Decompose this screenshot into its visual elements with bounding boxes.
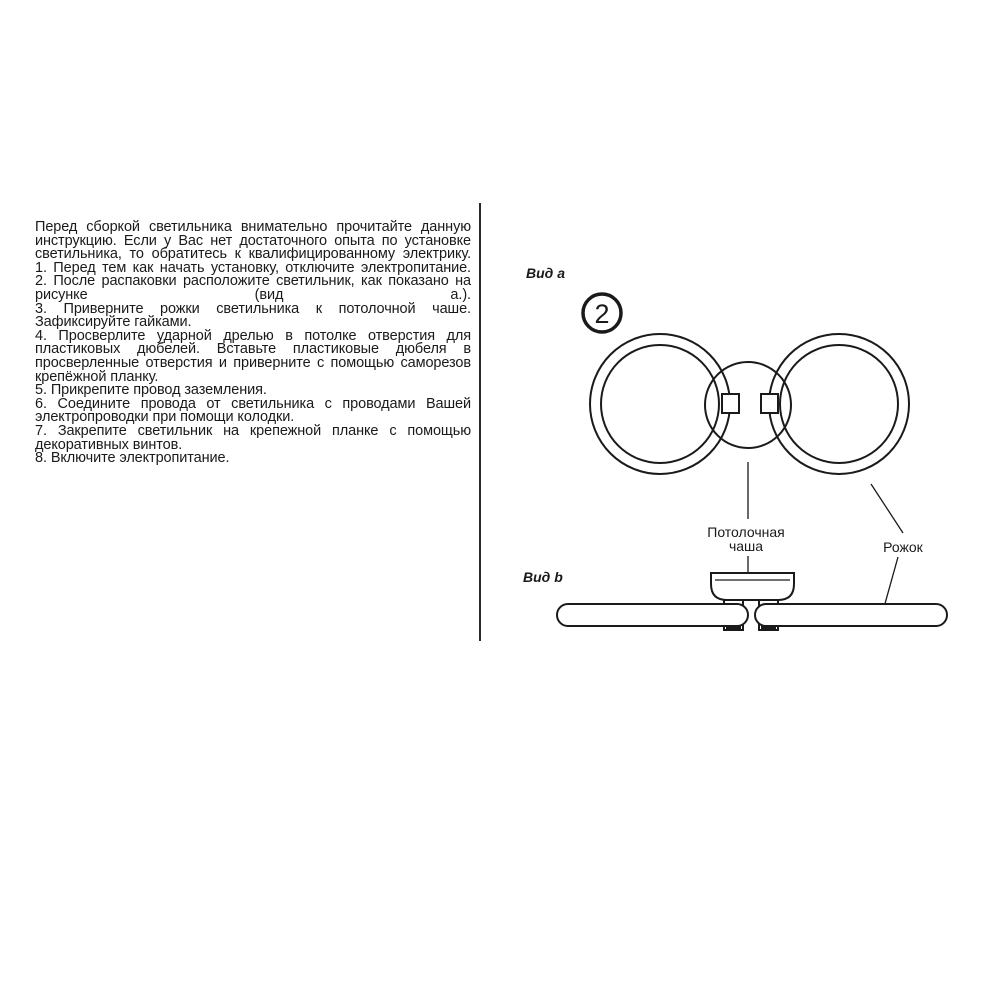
instruction-step-2: 2. После распаковки расположите светильник, как показано на рисунке (вид а.). xyxy=(35,273,471,303)
right-arm-mount xyxy=(761,394,778,413)
instruction-step-7: 7. Закрепите светильник на крепежной планке с помощью декоративных винтов. xyxy=(35,422,471,453)
instructions-intro: Перед сборкой светильника внимательно прочитайте данную инструкцию. Если у Вас нет достаточного опыта по установке светильника, то обратитесь к квалифицированному электрику. xyxy=(35,219,471,263)
right-arm-side-view xyxy=(755,604,947,626)
instruction-step-8: 8. Включите электропитание. xyxy=(35,450,230,467)
instruction-step-3: 3. Приверните рожки светильника к потолочной чаше. Зафиксируйте гайками. xyxy=(35,300,471,331)
instruction-step-1: 1. Перед тем как начать установку, отключите электропитание. xyxy=(35,259,471,276)
step-number: 2 xyxy=(594,299,610,329)
instruction-step-4: 4. Просверлите ударной дрелью в потолке отверстия для пластиковых дюбелей. Вставьте пластиковые дюбеля в просверленные отверстия и приверните с помощью саморезов крепёжной планку. xyxy=(35,327,471,385)
instruction-step-5: 5. Прикрепите провод заземления. xyxy=(35,382,267,399)
view-b-label: Вид b xyxy=(523,569,563,585)
left-ring-arm xyxy=(590,334,730,474)
view-a-fixture xyxy=(590,334,909,474)
canopy-label-line1: Потолочная xyxy=(707,524,785,540)
left-arm-mount xyxy=(722,394,739,413)
left-arm-side-view xyxy=(557,604,748,626)
canopy-label-line2: чаша xyxy=(728,538,764,554)
ceiling-canopy-side-view xyxy=(711,573,794,600)
arm-callout-line-top xyxy=(871,484,903,533)
view-a-label: Вид а xyxy=(526,265,565,281)
step-number-badge xyxy=(583,294,621,332)
instruction-step-6: 6. Соедините провода от светильника с проводами Вашей электропроводки при помощи колодки. xyxy=(35,395,471,426)
arm-label: Рожок xyxy=(883,539,923,555)
view-b-fixture xyxy=(557,573,947,630)
